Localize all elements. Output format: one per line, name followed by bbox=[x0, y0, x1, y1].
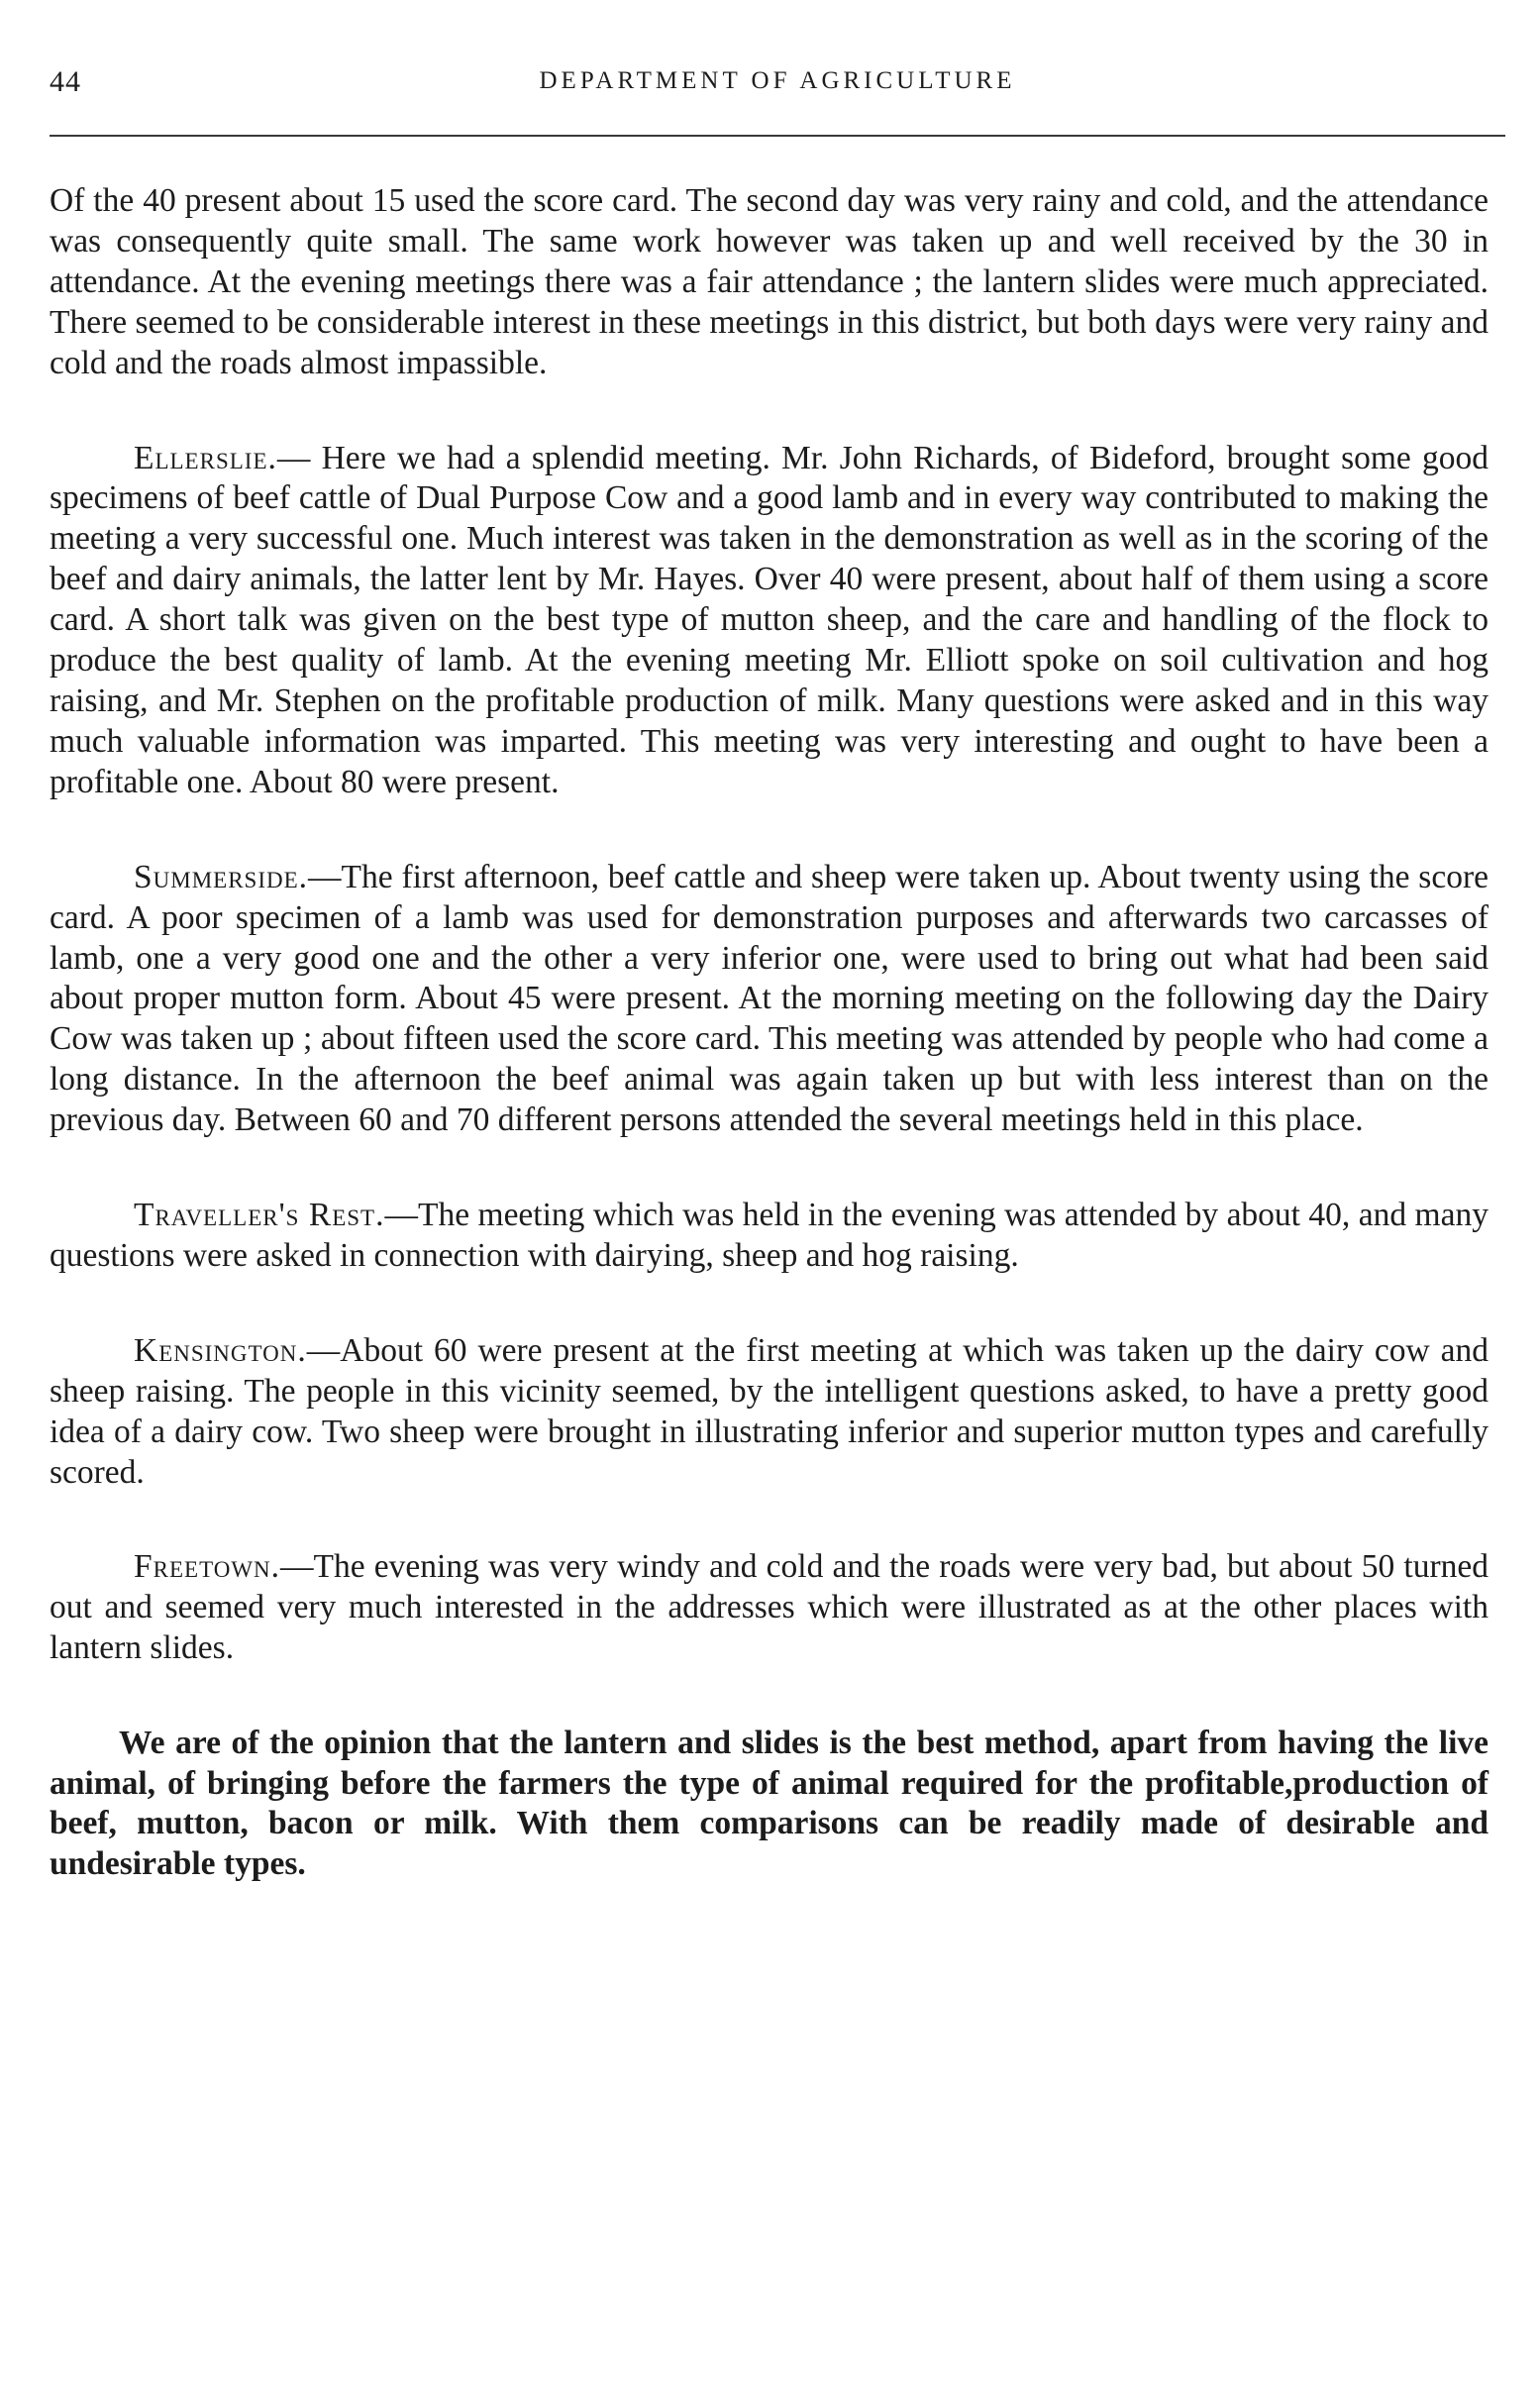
paragraph-text: — Here we had a splendid meeting. Mr. John Richards, of Bideford, brought some good specimens of beef cattle of Dual Purpose Cow and a good lamb and in every way contributed to making the meeting a very successful one. Much interest was taken in the demonstration as well as in the scoring of the beef and dairy animals, the latter lent by Mr. Hayes. Over 40 were present, about half of them using a score card. A short talk was given on the best type of mutton sheep, and the care and handling of the flock to produce the best quality of lamb. At the evening meeting Mr. Elliott spoke on soil cultivation and hog raising, and Mr. Stephen on the profitable production of milk. Many questions were asked and in this way much valuable information was imparted. This meeting was very interesting and ought to have been a profitable one. About 80 were present. bbox=[50, 439, 1489, 800]
paragraph-travellers-rest bbox=[50, 1196, 1489, 1277]
page-number: 44 bbox=[50, 65, 81, 98]
paragraph-summerside bbox=[50, 858, 1489, 1141]
place-name-freetown: Freetown. bbox=[134, 1548, 281, 1586]
running-head bbox=[50, 65, 1505, 105]
place-name-kensington: Kensington. bbox=[134, 1331, 307, 1369]
closing-paragraph: We are of the opinion that the lantern and slides is the best method, apart from having the live animal, of bringing before the farmers the type of animal required for the profitable,production of beef, mutton, bacon or milk. With them comparisons can be readily made of desirable and undesirable types. bbox=[50, 1725, 1489, 1882]
paragraph-text: —The meeting which was held in the evening was attended by about 40, and many questions were asked in connection with dairying, sheep and hog raising. bbox=[50, 1197, 1489, 1274]
paragraph-kensington bbox=[50, 1331, 1489, 1494]
paragraph-text: —About 60 were present at the first meeting at which was taken up the dairy cow and sheep raising. The people in this vicinity seemed, by the intelligent questions asked, to have a pretty good idea of a dairy cow. Two sheep were brought in illustrating inferior and superior mutton types and carefully scored. bbox=[50, 1331, 1489, 1491]
paragraph-opening bbox=[50, 181, 1489, 384]
paragraph-freetown bbox=[50, 1547, 1489, 1669]
place-name-travellers-rest: Traveller's Rest. bbox=[134, 1197, 385, 1234]
body-text bbox=[50, 181, 1489, 1938]
header-rule bbox=[50, 135, 1505, 137]
paragraph-text: —The first afternoon, beef cattle and sheep were taken up. About twenty using the score card. A poor specimen of a lamb was used for demonstration purposes and afterwards two carcasses of lamb, one a very good one and the other a very inferior one, were used to bring out what had been said about proper mutton form. About 45 were present. At the morning meeting on the following day the Dairy Cow was taken up ; about fifteen used the score card. This meeting was attended by people who had come a long distance. In the afternoon the beef animal was again taken up but with less interest than on the previous day. Between 60 and 70 different persons attended the several meetings held in this place. bbox=[50, 858, 1489, 1139]
running-title: DEPARTMENT OF AGRICULTURE bbox=[539, 67, 1016, 94]
paragraph-text: Of the 40 present about 15 used the score card. The second day was very rainy and cold, and the attendance was consequently quite small. The same work however was taken up and well received by the 30 in attendance. At the evening meetings there was a fair attendance ; the lantern slides were much appreciated. There seemed to be considerable interest in these meetings in this district, but both days were very rainy and cold and the roads almost impassible. bbox=[50, 182, 1489, 381]
paragraph-ellerslie bbox=[50, 439, 1489, 803]
place-name-summerside: Summerside. bbox=[134, 858, 309, 895]
place-name-ellerslie: Ellerslie. bbox=[134, 439, 277, 476]
paragraph-text: —The evening was very windy and cold and the roads were very bad, but about 50 turned out and seemed very much interested in the addresses which were illustrated as at the other places with lantern slides. bbox=[50, 1548, 1489, 1667]
